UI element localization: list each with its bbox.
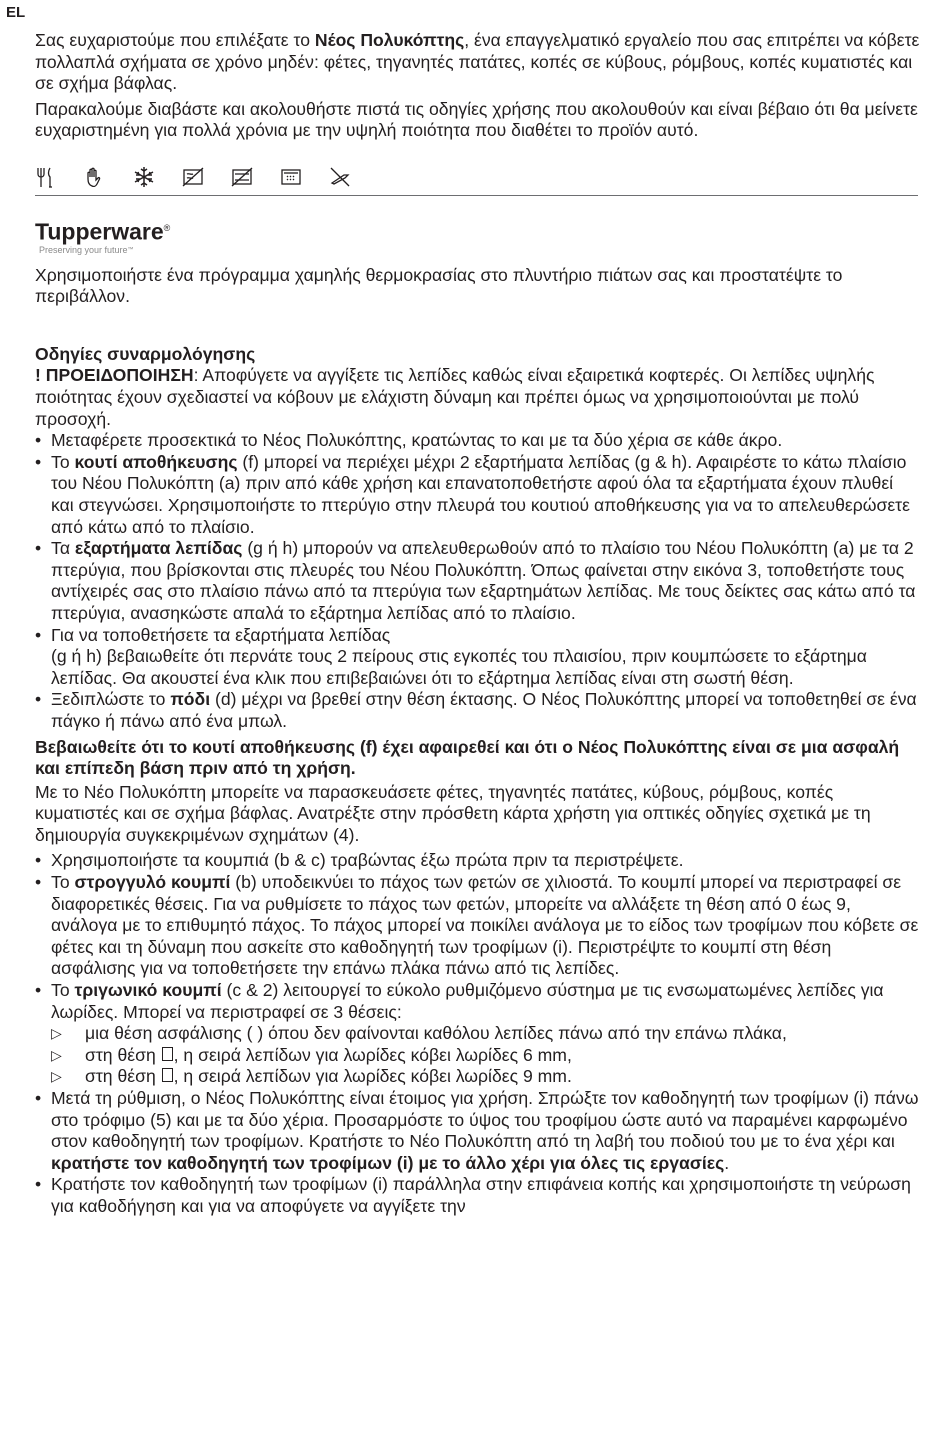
eco-note: Χρησιμοποιήστε ένα πρόγραμμα χαμηλής θερμοκρασίας στο πλυντήριο πιάτων σας και προστατέψτε το περιβάλλον. [35, 264, 843, 307]
trademark-mark: ™ [127, 246, 134, 253]
utensils-icon [35, 166, 57, 194]
warning-label: ! ΠΡΟΕΙΔΟΠΟΙΗΣΗ [35, 365, 194, 386]
freezer-icon [133, 166, 155, 194]
intro-text: , ένα επαγγελματικό εργαλείο που σας επιτρέπει να κόβετε πολλαπλά σχήματα σε χρόνο μηδέν: φέτες, τηγανητές πατάτες, κοπές σε κύβους, ρόμβους, κοπές κυματιστές και σε σχήμα βάφλας. [35, 30, 920, 94]
tupperware-logo [35, 216, 920, 256]
divider [35, 195, 918, 196]
list-item: • Για να τοποθετήσετε τα εξαρτήματα λεπίδας (g ή h) βεβαιωθείτε ότι περνάτε τους 2 πείρους στις εγκοπές του πλαισίου, πριν κουμπώσετε το εξάρτημα λεπίδας. Θα ακουστεί ένα κλικ που επιβεβαιώνει ότι το εξάρτημα λεπίδας είναι στη σωστή θέση. [35, 625, 920, 690]
warning-text: : Αποφύγετε να αγγίξετε τις λεπίδες καθώς είναι εξαιρετικά κοφτερές. Οι λεπίδες υψηλής ποιότητας έχουν σχεδιαστεί να κόβουν με ελάχιστη δύναμη και πρέπει όμως να χρησιμοποιούνται με πολύ προσοχή. [35, 365, 875, 429]
list-item: • Τα εξαρτήματα λεπίδας (g ή h) μπορούν να απελευθερωθούν από το πλαίσιο του Νέου Πολυκόπτη (a) με τα 2 πτερύγια, που βρίσκονται στις πλευρές του Νέου Πολυκόπτη. Όπως φαίνεται στην εικόνα 3, τοποθετήστε τους αντίχειρές σας στο πλαίσιο πάνω από τα πτερύγια των εξαρτημάτων λεπίδας. Με τους δείκτες σας κάτω από τα πτερύγια, ανασηκώστε απαλά το εξάρτημα λεπίδας από το πλαίσιο. [35, 538, 920, 624]
bold-term: τριγωνικό κουμπί [74, 980, 222, 1001]
language-code: EL [6, 4, 26, 21]
bold-term: στρογγυλό κουμπί [74, 872, 231, 893]
dishwasher-icon [280, 166, 302, 194]
list-item: • Μετά τη ρύθμιση, ο Νέος Πολυκόπτης είναι έτοιμος για χρήση. Σπρώξτε τον καθοδηγητή των τροφίμων (i) πάνω στο τρόφιμο (5) και με τα δύο χέρια. Προσαρμόστε το ύψος του τροφίμου ώστε αυτό να παραμένει καρφωμένο στον καθοδηγητή των τροφίμων. Κρατήστε το Νέο Πολυκόπτη από τη λαβή του ποδιού του με το ένα χέρι και κρατήστε τον καθοδηγητή των τροφίμων (i) με το άλλο χέρι για όλες τις εργασίες. [35, 1088, 920, 1174]
microwave-no-icon [182, 166, 204, 194]
triangle-marker-icon: ▷ [51, 1046, 62, 1063]
document-body [35, 30, 920, 1218]
sub-list-item: ▷ στη θέση , η σειρά λεπίδων για λωρίδες κόβει λωρίδες 6 mm, [51, 1044, 572, 1065]
strip-6mm-symbol-icon [162, 1047, 173, 1061]
logo-wordmark: Tupperware [35, 218, 164, 245]
sub-list-item: ▷ μια θέση ασφάλισης ( ) όπου δεν φαίνονται καθόλου λεπίδες πάνω από την επάνω πλάκα, [51, 1023, 787, 1044]
care-icons-row [35, 168, 920, 192]
bold-term: εξαρτήματα λεπίδας [74, 538, 243, 559]
bold-term: κρατήστε τον καθοδηγητή των τροφίμων (i) με το άλλο χέρι για όλες τις εργασίες [51, 1152, 725, 1173]
intro-text: Σας ευχαριστούμε που επιλέξατε το [35, 30, 315, 50]
intro-paragraph-2: Παρακαλούμε διαβάστε και ακολουθήστε πιστά τις οδηγίες χρήσης που ακολουθούν και είναι βέβαιο ότι θα μείνετε ευχαριστημένη για πολλά χρόνια με την υψηλή ποιότητα που διαθέτει το προϊόν αυτό. [35, 98, 918, 141]
sub-list-item: ▷ στη θέση , η σειρά λεπίδων για λωρίδες κόβει λωρίδες 9 mm. [51, 1066, 572, 1087]
triangle-marker-icon: ▷ [51, 1068, 62, 1085]
strip-9mm-symbol-icon [162, 1068, 173, 1082]
intro-paragraph-1 [35, 30, 920, 95]
hand-wash-icon [84, 166, 106, 194]
no-knife-icon [329, 166, 351, 194]
bold-term: πόδι [170, 689, 211, 710]
list-item: • Το τριγωνικό κουμπί (c & 2) λειτουργεί το εύκολο ρυθμιζόμενο σύστημα με τις ενσωματωμένες λεπίδες για λωρίδες. Μπορεί να περιστραφεί σε 3 θέσεις: [35, 980, 920, 1023]
safety-notice: Βεβαιωθείτε ότι το κουτί αποθήκευσης (f) έχει αφαιρεθεί και ότι ο Νέος Πολυκόπτης είναι σε μια ασφαλή και επίπεδη βάση πριν από τη χρήση. [35, 736, 900, 779]
oven-no-icon [231, 166, 253, 194]
product-name: Νέος Πολυκόπτης [314, 30, 465, 50]
warning-paragraph [35, 365, 920, 430]
usage-paragraph: Με το Νέο Πολυκόπτη μπορείτε να παρασκευάσετε φέτες, τηγανητές πατάτες, κύβους, ρόμβους, κοπές κυματιστές και σε σχήμα βάφλας. Ανατρέξτε στην πρόσθετη κάρτα χρήστη για οπτικές οδηγίες σχετικά με τη δημιουργία συγκεκριμένων σχημάτων (4). [35, 781, 871, 845]
registered-mark: ® [163, 222, 171, 233]
section-heading-assembly: Οδηγίες συναρμολόγησης [35, 343, 256, 364]
bold-term: κουτί αποθήκευσης [74, 451, 238, 472]
logo-tagline: Preserving your future [39, 244, 128, 255]
list-item: • Χρησιμοποιήστε τα κουμπιά (b & c) τραβώντας έξω πρώτα πριν τα περιστρέψετε. [35, 850, 920, 872]
list-item: • Το στρογγυλό κουμπί (b) υποδεικνύει το πάχος των φετών σε χιλιοστά. Το κουμπί μπορεί να περιστραφεί σε διαφορετικές θέσεις. Για να ρυθμίσετε το πάχος των φετών, μπορείτε να αλλάξετε τη θέση από 0 έως 9, ανάλογα με το επιθυμητό πάχος. Το πάχος μπορεί να ποικίλει ανάλογα με το είδος των τροφίμων που κόβετε σε φέτες και τη δύναμη που ασκείτε στο καθοδηγητή των τροφίμων (i). Περιστρέψτε το κουμπί στη θέση ασφάλισης για να τοποθετήσετε την επάνω πλάκα πάνω από τις λεπίδες. [35, 872, 920, 980]
list-item: • Το κουτί αποθήκευσης (f) μπορεί να περιέχει μέχρι 2 εξαρτήματα λεπίδας (g & h). Αφαιρέστε το κάτω πλαίσιο του Νέου Πολυκόπτη (a) πριν από κάθε χρήση και επανατοποθετήστε αφού όλα τα εξαρτήματα έχουν πλυθεί και στεγνώσει. Χρησιμοποιήστε το πτερύγιο στην πλευρά του κουτιού αποθήκευσης για να το απελευθερώσετε από κάτω από το πλαίσιο. [35, 452, 920, 538]
list-item: • Ξεδιπλώστε το πόδι (d) μέχρι να βρεθεί στην θέση έκτασης. Ο Νέος Πολυκόπτης μπορεί να τοποθετηθεί σε ένα πάγκο ή πάνω από ένα μπωλ. [35, 689, 920, 732]
triangle-marker-icon: ▷ [51, 1025, 62, 1042]
list-item: • Μεταφέρετε προσεκτικά το Νέος Πολυκόπτης, κρατώντας το και με τα δύο χέρια σε κάθε άκρο. [35, 430, 920, 452]
list-item: • Κρατήστε τον καθοδηγητή των τροφίμων (i) παράλληλα στην επιφάνεια κοπής και χρησιμοποιήστε τη νεύρωση για καθοδήγηση και για να αποφύγετε να αγγίξετε την [35, 1174, 920, 1217]
